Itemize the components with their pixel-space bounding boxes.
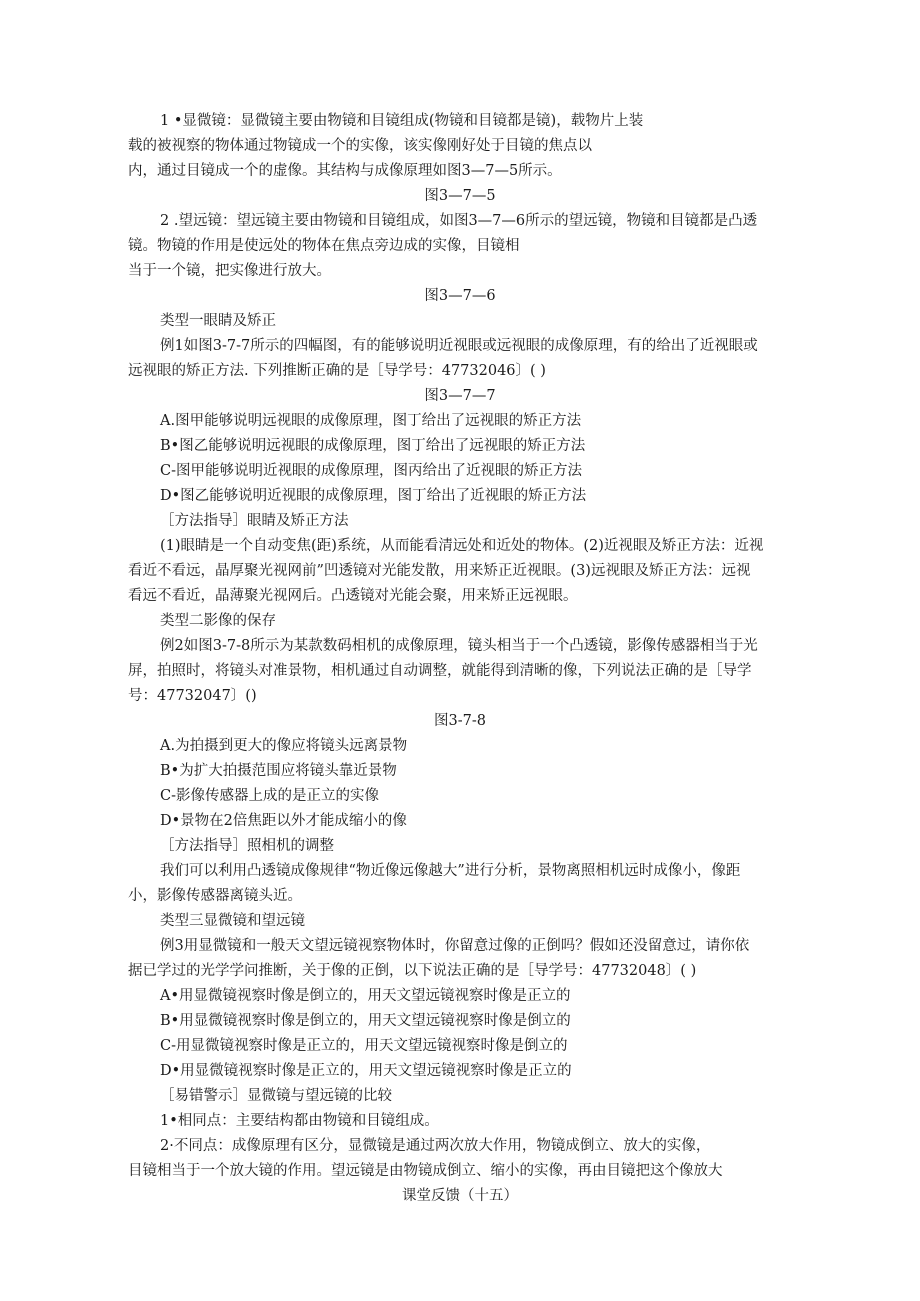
method-guide-2-line-2: 小，影像传感器离镜头近。 (128, 888, 302, 904)
microscope-definition-line-3: 内，通过目镜成一个的虚像。其结构与成像原理如图3—7—5所示。 (128, 163, 562, 179)
section-heading-type-1: 类型一眼睛及矫正 (160, 313, 276, 329)
example-3-line-2: 据已学过的光学学问推断，关于像的正倒，以下说法正确的是［导学号：47732048〕( ) (128, 963, 697, 979)
section-heading-type-3: 类型三显微镜和望远镜 (160, 913, 305, 929)
example-1-option-b: B•图乙能够说明远视眼的成像原理，图丁给出了远视眼的矫正方法 (160, 438, 586, 454)
example-3-option-d: D•用显微镜视察时像是正立的，用天文望远镜视察时像是正立的 (160, 1063, 572, 1079)
class-feedback-title: 课堂反馈（十五） (402, 1188, 518, 1204)
figure-caption-3-7-5: 图3—7—5 (424, 188, 496, 204)
example-3-option-c: C-用显微镜视察时像是正立的，用天文望远镜视察时像是倒立的 (160, 1038, 568, 1054)
example-1-option-d: D•图乙能够说明近视眼的成像原理，图丁给出了近视眼的矫正方法 (160, 488, 587, 504)
example-2-line-1: 例2如图3-7-8所示为某款数码相机的成像原理，镜头相当于一个凸透镜，影像传感器相当于光 (160, 638, 758, 654)
example-3-line-1: 例3用显微镜和一般天文望远镜视察物体时，你留意过像的正倒吗？假如还没留意过，请你依 (160, 938, 750, 954)
method-guide-heading-2: ［方法指导］照相机的调整 (160, 838, 334, 854)
comparison-difference-line-1: 2·不同点：成像原理有区分，显微镜是通过两次放大作用，物镜成倒立、放大的实像， (160, 1138, 711, 1154)
microscope-definition-line-1: 1 •显微镜：显微镜主要由物镜和目镜组成(物镜和目镜都是镜)，载物片上装 (160, 113, 644, 129)
example-1-option-a: A.图甲能够说明远视眼的成像原理，图丁给出了远视眼的矫正方法 (160, 413, 582, 429)
figure-caption-3-7-8: 图3-7-8 (434, 713, 486, 729)
section-heading-type-2: 类型二影像的保存 (160, 613, 276, 629)
method-guide-heading-1: ［方法指导］眼睛及矫正方法 (160, 513, 349, 529)
error-warning-heading: ［易错警示］显微镜与望远镜的比较 (160, 1088, 392, 1104)
example-2-option-c: C-影像传感器上成的是正立的实像 (160, 788, 379, 804)
telescope-definition-line-3: 当于一个镜，把实像进行放大。 (128, 263, 331, 279)
method-guide-1-line-3: 看远不看近，晶薄聚光视网后。凸透镜对光能会聚，用来矫正远视眼。 (128, 588, 578, 604)
example-2-option-a: A.为拍摄到更大的像应将镜头远离景物 (160, 738, 408, 754)
method-guide-1-line-1: (1)眼睛是一个自动变焦(距)系统，从而能看清远处和近处的物体。(2)近视眼及矫正方法：近视 (160, 538, 764, 554)
microscope-definition-line-2: 载的被视察的物体通过物镜成一个的实像，该实像刚好处于目镜的焦点以 (128, 138, 592, 154)
example-2-option-d: D•景物在2倍焦距以外才能成缩小的像 (160, 813, 407, 829)
example-3-option-a: A•用显微镜视察时像是倒立的，用天文望远镜视察时像是正立的 (160, 988, 571, 1004)
example-3-option-b: B•用显微镜视察时像是倒立的，用天文望远镜视察时像是倒立的 (160, 1013, 571, 1029)
example-2-line-3: 号：47732047〕() (128, 688, 257, 704)
example-1-line-2: 远视眼的矫正方法. 下列推断正确的是［导学号：47732046〕( ) (128, 363, 546, 379)
example-2-option-b: B•为扩大拍摄范围应将镜头靠近景物 (160, 763, 397, 779)
method-guide-1-line-2: 看近不看远，晶厚聚光视网前”凹透镜对光能发散，用来矫正近视眼。(3)远视眼及矫正方法：远视 (128, 563, 751, 579)
example-1-option-c: C-图甲能够说明近视眼的成像原理，图丙给出了近视眼的矫正方法 (160, 463, 582, 479)
figure-caption-3-7-7: 图3—7—7 (424, 388, 496, 404)
figure-caption-3-7-6: 图3—7—6 (424, 288, 496, 304)
telescope-definition-line-1: 2 .望远镜：望远镜主要由物镜和目镜组成，如图3—7—6所示的望远镜，物镜和目镜都是凸透 (160, 213, 758, 229)
method-guide-2-line-1: 我们可以利用凸透镜成像规律“物近像远像越大”进行分析，景物离照相机远时成像小，像距 (160, 863, 741, 879)
telescope-definition-line-2: 镜。物镜的作用是使远处的物体在焦点旁边成的实像，目镜相 (128, 238, 520, 254)
comparison-similarity: 1•相同点：主要结构都由物镜和目镜组成。 (160, 1113, 439, 1129)
comparison-difference-line-2: 目镜相当于一个放大镜的作用。望远镜是由物镜成倒立、缩小的实像，再由目镜把这个像放大 (128, 1163, 723, 1179)
example-1-line-1: 例1如图3-7-7所示的四幅图，有的能够说明近视眼或远视眼的成像原理，有的给出了近视眼或 (160, 338, 758, 354)
example-2-line-2: 屏，拍照时，将镜头对准景物，相机通过自动调整，就能得到清晰的像，下列说法正确的是［导学 (128, 663, 752, 679)
